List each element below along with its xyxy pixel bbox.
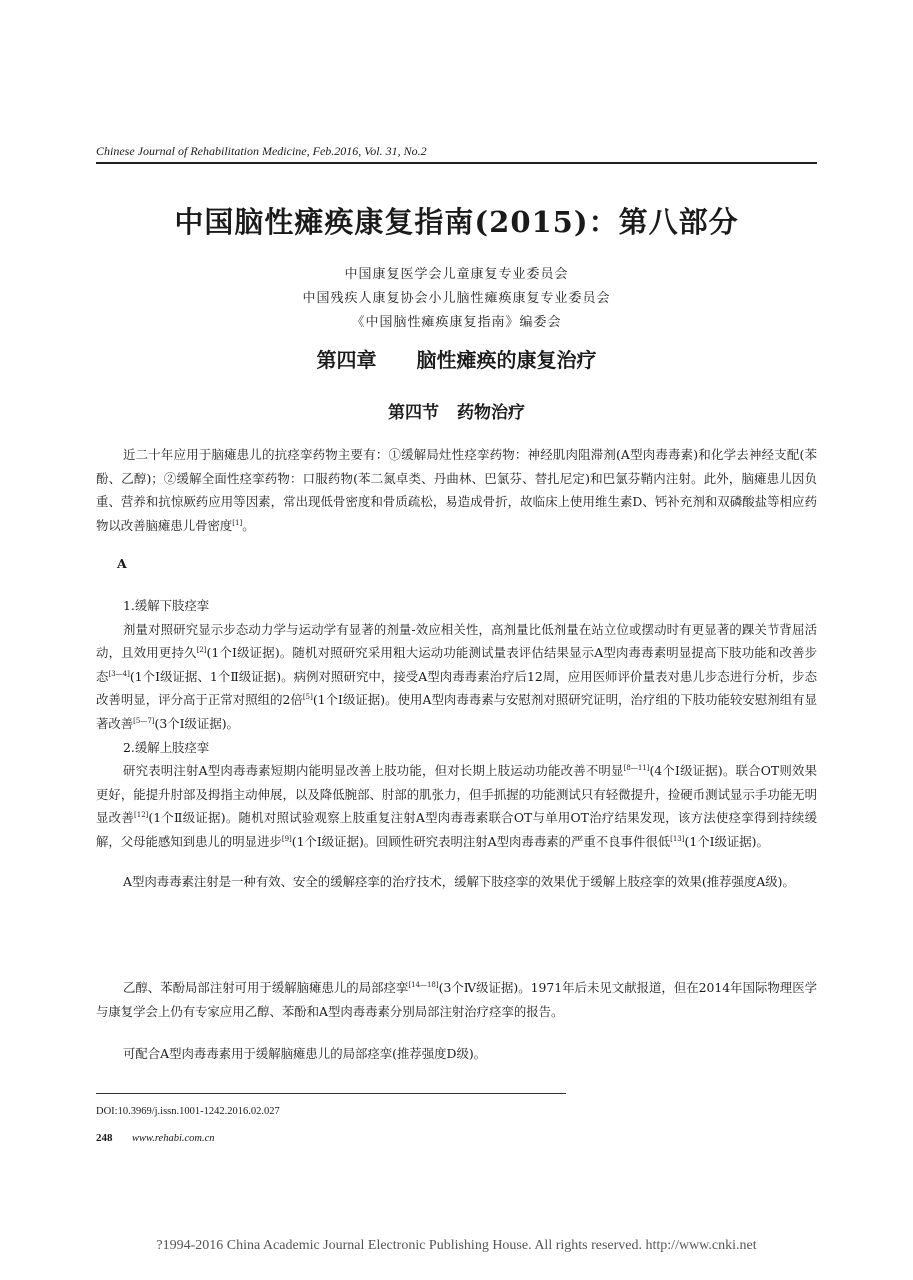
intro-paragraph: 近二十年应用于脑瘫患儿的抗痉挛药物主要有：①缓解局灶性痉挛药物：神经肌肉阻滞剂(A型肉毒毒素)和化学去神经支配(苯酚、乙醇)；②缓解全面性痉挛药物：口服药物(苯二氮卓类、丹曲林、巴氯芬、替扎尼定)和巴氯芬鞘内注射。此外，脑瘫患儿因负重、营养和抗惊厥药应用等因素，常出现低骨密度和骨质疏松，易造成骨折，故临床上使用维生素D、钙补充剂和双磷酸盐等相应药物以改善脑瘫患儿骨密度[1]。: [96, 447, 817, 533]
section-heading: [96, 398, 817, 423]
section-name: 药物治疗: [457, 403, 525, 423]
recommendation-grade-heading: A: [117, 556, 127, 571]
citation-ref: [12]: [134, 811, 149, 820]
copyright-notice: ?1994-2016 China Academic Journal Electronic Publishing House. All rights reserved. http://www.cnki.net: [156, 1238, 757, 1253]
journal-website: www.rehabi.com.cn: [132, 1133, 215, 1144]
subsection-1-body: 剂量对照研究显示步态动力学与运动学有显著的剂量-效应相关性，高剂量比低剂量在站立位或摆动时有更显著的踝关节背屈活动，且效用更持久[2](1个Ⅰ级证据)。随机对照研究采用粗大运动功能测试量表评估结果显示A型肉毒毒素明显提高下肢功能和改善步态[3—4](1个Ⅰ级证据、1个Ⅱ级证据)。病例对照研究中，接受A型肉毒毒素治疗后12周，应用医师评价量表对患儿步态进行分析，步态改善明显，评分高于正常对照组的2倍[5](1个Ⅰ级证据)。使用A型肉毒毒素与安慰剂对照研究证明，治疗组的下肢功能较安慰剂组有显著改善[5—7](3个Ⅰ级证据)。: [96, 621, 818, 731]
citation-ref: [5]: [302, 693, 313, 702]
subsection-1-heading: 1.缓解下肢痉挛: [123, 598, 210, 613]
author-organization-3: 《中国脑性瘫痪康复指南》编委会: [351, 315, 562, 330]
section-number: 第四节: [388, 403, 439, 423]
citation-ref: [1]: [232, 518, 243, 527]
citation-ref: [3—4]: [108, 669, 130, 678]
chapter-heading: [96, 344, 817, 373]
citation-ref: [9]: [281, 834, 292, 843]
recommendation-a: A型肉毒毒素注射是一种有效、安全的缓解痉挛的治疗技术，缓解下肢痉挛的效果优于缓解上肢痉挛的效果(推荐强度A级)。: [123, 874, 795, 889]
journal-citation: Chinese Journal of Rehabilitation Medicine, Feb.2016, Vol. 31, No.2: [96, 144, 427, 158]
subsection-2-body: 研究表明注射A型肉毒毒素短期内能明显改善上肢功能，但对长期上肢运动功能改善不明显[8—11](4个Ⅰ级证据)。联合OT则效果更好，能提升肘部及拇指主动伸展，以及降低腕部、肘部的肌张力，但手抓握的功能测试只有轻微提升，捡硬币测试显示手功能无明显改善[12](1个Ⅱ级证据)。随机对照试验观察上肢重复注射A型肉毒毒素联合OT与单用OT治疗结果发现，该方法使痉挛得到持续缓解，父母能感知到患儿的明显进步[9](1个Ⅰ级证据)。回顾性研究表明注射A型肉毒毒素的严重不良事件很低[13](1个Ⅰ级证据)。: [96, 763, 817, 849]
citation-ref: [2]: [196, 646, 207, 655]
chapter-number: 第四章: [316, 348, 377, 372]
citation-ref: [13]: [670, 834, 685, 843]
citation-ref: [8—11]: [623, 764, 650, 773]
article-title: 中国脑性瘫痪康复指南(2015)：第八部分: [174, 205, 739, 239]
citation-ref: [14—18]: [408, 980, 439, 989]
chapter-name: 脑性瘫痪的康复治疗: [416, 348, 597, 372]
footnote-rule: [96, 1093, 566, 1094]
phenol-ethanol-paragraph: 乙醇、苯酚局部注射可用于缓解脑瘫患儿的局部痉挛[14—18](3个Ⅳ级证据)。1971年后未见文献报道，但在2014年国际物理医学与康复学会上仍有专家应用乙醇、苯酚和A型肉毒毒素分别局部注射治疗痉挛的报告。: [96, 980, 818, 1019]
subsection-2-heading: 2.缓解上肢痉挛: [123, 739, 210, 755]
subsection-1: [96, 594, 817, 854]
author-organization-1: 中国康复医学会儿童康复专业委员会: [344, 267, 569, 282]
citation-ref: [5—7]: [133, 716, 155, 725]
page-number: 248: [96, 1132, 113, 1144]
author-organization-2: 中国残疾人康复协会小儿脑性瘫痪康复专业委员会: [302, 291, 611, 306]
header-rule: [96, 162, 817, 164]
recommendation-d: 可配合A型肉毒毒素用于缓解脑瘫患儿的局部痉挛(推荐强度D级)。: [123, 1046, 487, 1061]
doi: DOI:10.3969/j.issn.1001-1242.2016.02.027: [96, 1106, 280, 1117]
